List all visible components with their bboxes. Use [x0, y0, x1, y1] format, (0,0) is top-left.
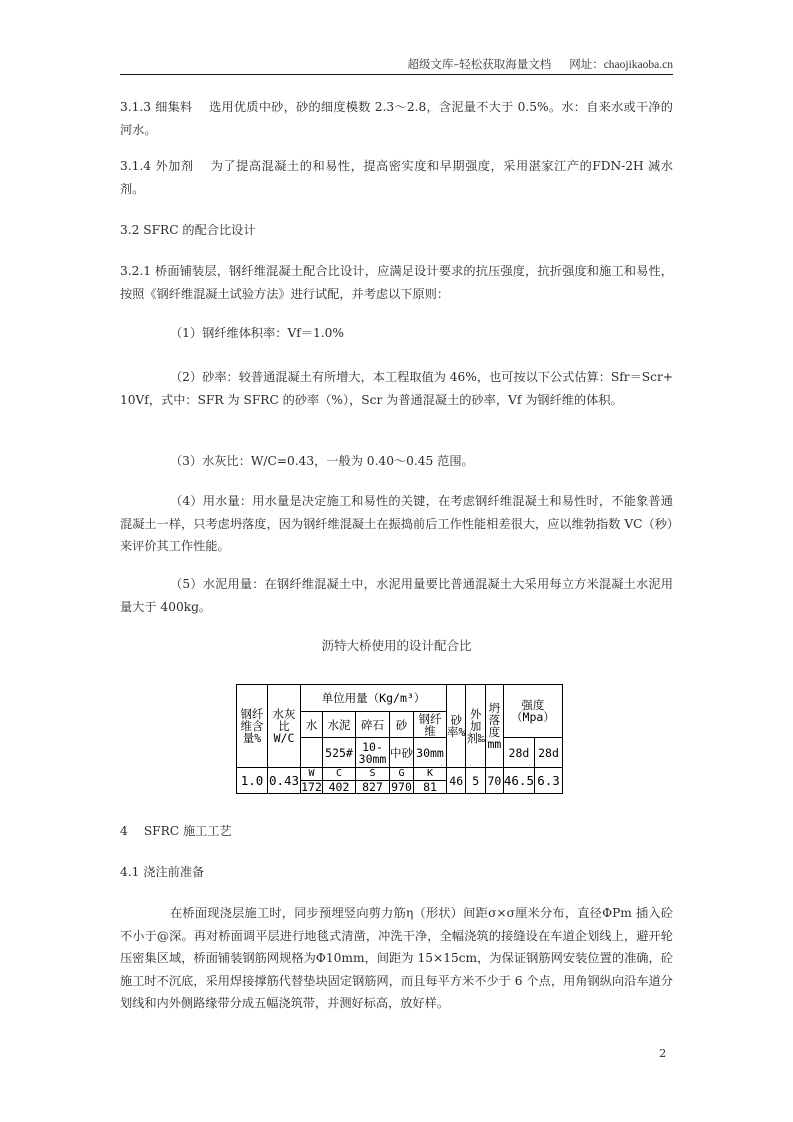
data-gravel: 827 — [356, 781, 390, 794]
header-cement: 水泥 — [323, 712, 356, 738]
mix-design-table — [236, 684, 563, 794]
list-item-1: （1）钢纤维体积率：Vf＝1.0% — [170, 326, 344, 340]
header-site-name: 超级文库–轻松获取海量文档 — [407, 57, 552, 71]
header-unit-usage: 单位用量（Kg/m³） — [301, 685, 447, 712]
list-item-4: （4）用水量：用水量是决定施工和易性的关键，在考虑钢纤维混凝土和易性时，不能象普通混凝土一样，只考虑坍落度，因为钢纤维混凝土在振捣前后工作性能相差很大，应以维勃指数 VC（秒）来评价其工作性能。 — [120, 494, 673, 553]
section-heading-4-1: 4.1 浇注前准备 — [120, 865, 205, 879]
list-item-2: （2）砂率：较普通混凝土有所增大，本工程取值为 46%，也可按以下公式估算：Sfr＝Scr+10Vf，式中：SFR 为 SFRC 的砂率（%），Scr 为普通混凝土的砂率，Vf 为钢纤维的体积。 — [120, 370, 673, 407]
paragraph-3-1-3: 3.1.3 细集料 选用优质中砂，砂的细度模数 2.3～2.8，含泥量不大于 0.5%。水：自来水或干净的河水。 — [120, 100, 673, 137]
spec-water — [301, 738, 323, 768]
section-heading-4: 4 SFRC 施工工艺 — [120, 824, 232, 838]
header-sand-ratio: 砂率% — [447, 685, 466, 768]
page-number: 2 — [659, 1046, 667, 1060]
paragraph-4-1: 在桥面现浇层施工时，同步预埋竖向剪力筋η（形状）间距σ×σ厘米分布，直径ΦPm 插入砼不小于@深。再对桥面调平层进行地毯式清凿，冲洗干净，全幅浇筑的接缝设在车道企划线上，避开轮压密集区域，桥面铺装钢筋网规格为Φ10mm，间距为 15×15cm，为保证钢筋网安装位置的准确，砼施工时不沉底，采用焊接撑筋代替垫块固定钢筋网，而且每平方米不少于 6 个点，用角钢纵向沿车道分划线和内外侧路缘带分成五幅浇筑带，并测好标高，放好样。 — [120, 906, 673, 1010]
header-url[interactable]: chaojikaoba.cn — [603, 59, 673, 71]
spec-flexural-age: 28d — [534, 738, 562, 768]
spec-sand: 中砂 — [390, 738, 414, 768]
section-heading-3-2: 3.2 SFRC 的配合比设计 — [120, 223, 256, 237]
data-compressive: 46.5 — [503, 768, 534, 794]
spec-steel-fiber: 30mm — [414, 738, 447, 768]
header-divider — [120, 74, 673, 75]
data-cement: 402 — [323, 781, 356, 794]
symbol-steel-fiber: K — [414, 768, 447, 781]
data-admixture: 5 — [466, 768, 485, 794]
header-fiber-content: 钢纤维含量% — [237, 685, 268, 768]
header-url-label: 网址： — [569, 57, 604, 71]
data-water: 172 — [301, 780, 322, 794]
data-fiber-content: 1.0 — [237, 768, 268, 794]
data-steel-fiber: 81 — [414, 781, 447, 794]
data-sand: 970 — [391, 780, 412, 794]
spec-compressive-age: 28d — [503, 738, 534, 768]
data-sand-ratio: 46 — [447, 768, 466, 794]
header-strength: 强度（Mpa） — [503, 685, 562, 738]
symbol-sand: G — [390, 768, 414, 781]
list-item-3: （3）水灰比：W/C=0.43，一般为 0.40～0.45 范围。 — [170, 454, 474, 468]
header-water: 水 — [301, 712, 323, 738]
paragraph-3-2-1: 3.2.1 桥面铺装层，钢纤维混凝土配合比设计，应满足设计要求的抗压强度，抗折强度和施工和易性，按照《钢纤维混凝土试验方法》进行试配，并考虑以下原则： — [120, 264, 673, 301]
header-slump: 坍落度mm — [485, 685, 503, 768]
spec-cement: 525# — [323, 738, 356, 768]
header-sand: 砂 — [390, 712, 414, 738]
data-slump: 70 — [485, 768, 503, 794]
symbol-water: W — [301, 768, 323, 781]
table-caption: 沥特大桥使用的设计配合比 — [321, 638, 472, 653]
header-admixture: 外加剂‰ — [466, 685, 485, 768]
page-header — [120, 56, 673, 74]
list-item-5: （5）水泥用量：在钢纤维混凝土中，水泥用量要比普通混凝土大采用每立方米混凝土水泥用量大于 400kg。 — [120, 577, 673, 614]
paragraph-3-1-4: 3.1.4 外加剂 为了提高混凝土的和易性，提高密实度和早期强度，采用湛家江产的FDN-2H 减水剂。 — [120, 159, 673, 196]
data-flexural: 6.3 — [534, 768, 562, 794]
spec-gravel: 10-30mm — [356, 738, 390, 768]
header-wc-ratio: 水灰比W/C — [268, 685, 301, 768]
symbol-cement: C — [323, 768, 356, 781]
header-steel-fiber: 钢纤维 — [414, 712, 447, 738]
data-wc-ratio: 0.43 — [268, 768, 301, 794]
symbol-gravel: S — [356, 768, 390, 781]
header-gravel: 碎石 — [356, 712, 390, 738]
